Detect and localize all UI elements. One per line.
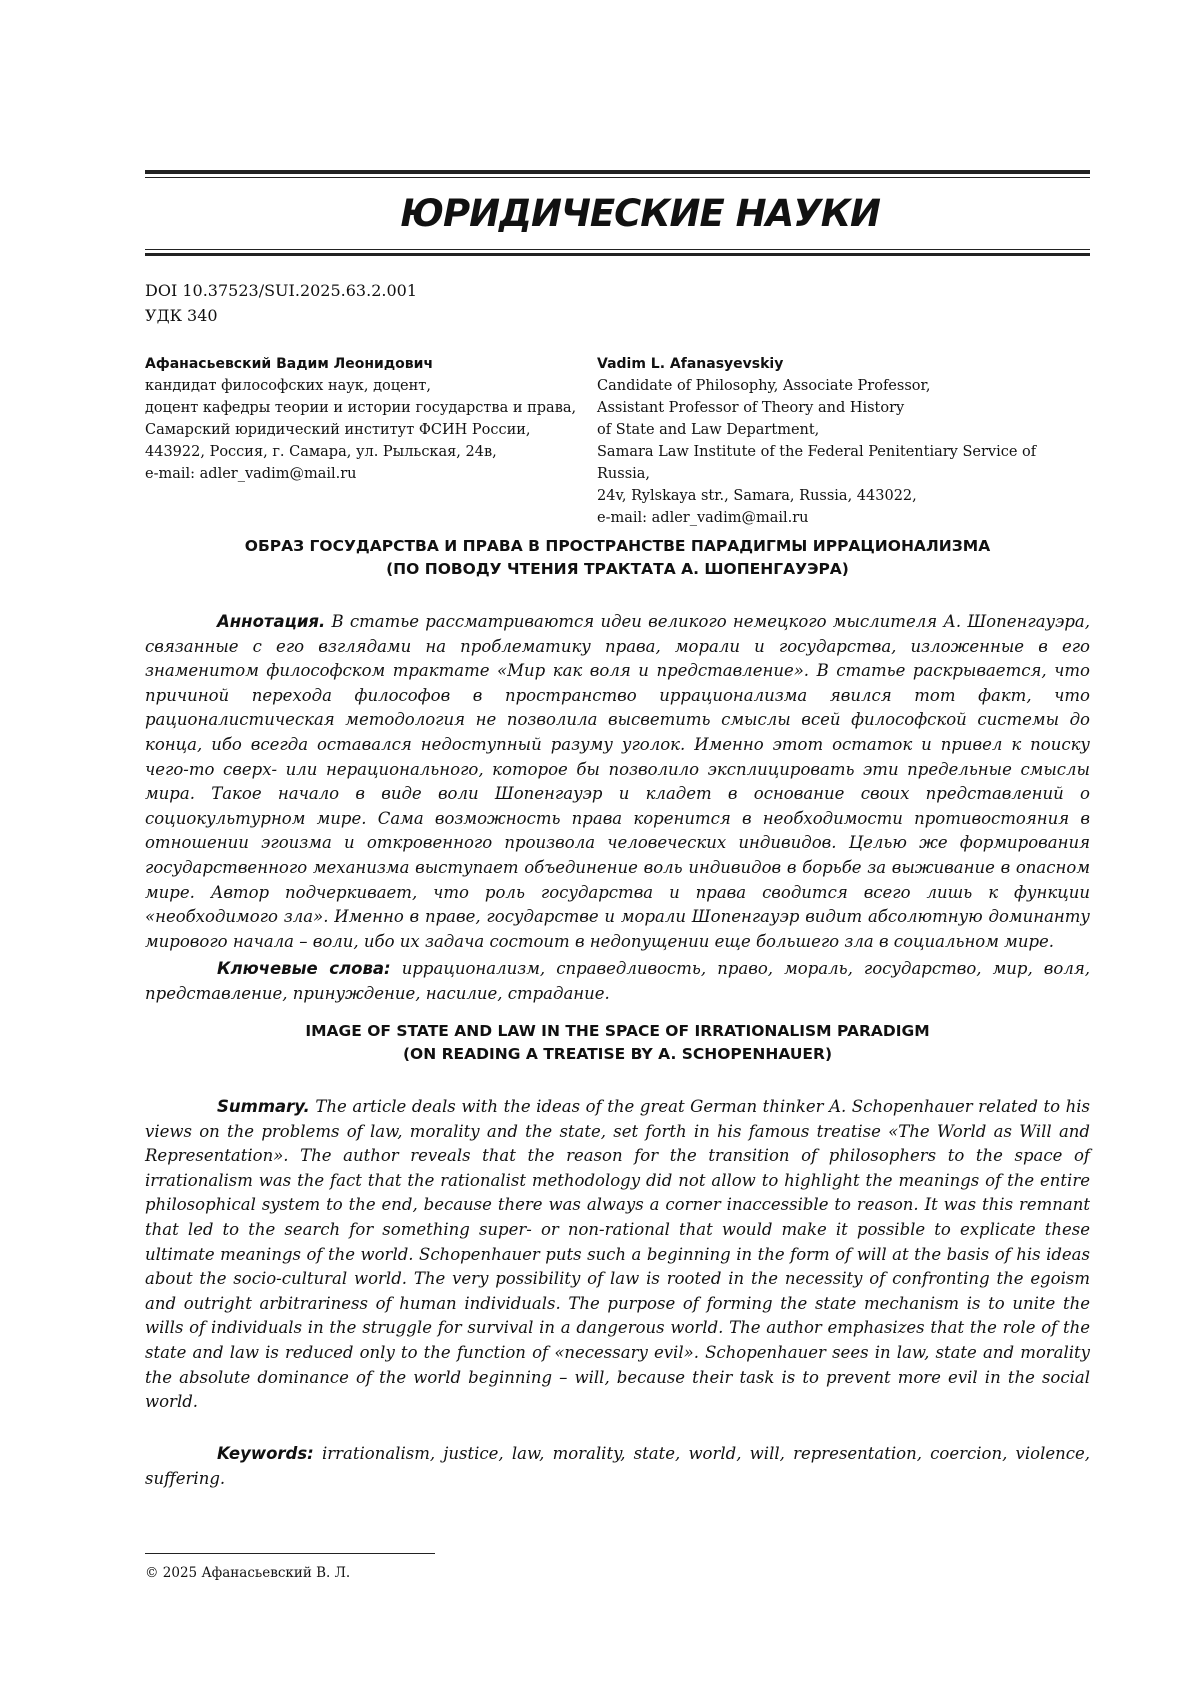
author-name-ru: Афанасьевский Вадим Леонидович: [145, 353, 595, 375]
summary-text: The article deals with the ideas of the great German thinker A. Schopenhauer related to his views on the problems of law, morality and the state, set forth in his famous treatise «The World as Will and Representation». The author reveals that the reason for the transition of philosophers to the space of irrationalism was the fact that the rationalist methodology did not allow to highlight the meanings of the entire philosophical system to the end, because there was always a corner inaccessible to reason. It was this remnant that led to the search for something super- or non-rational that would make it possible to explicate these ultimate meanings of the world. Schopenhauer puts such a beginning in the form of will at the basis of his ideas about the socio-cultural world. The very possibility of law is rooted in the necessity of confronting the egoism and outright arbitrariness of human individuals. The purpose of forming the state mechanism is to unite the wills of individuals in the struggle for survival in a dangerous world. The author emphasizes that the role of the state and law is reduced only to the function of «necessary evil». Schopenhauer sees in law, state and morality the absolute dominance of the world beginning – will, because their task is to prevent more evil in the social world.: [145, 1097, 1090, 1411]
author-info-en: [597, 353, 1090, 529]
keywords-ru: [145, 957, 1090, 1006]
doi: DOI 10.37523/SUI.2025.63.2.001: [145, 278, 417, 303]
title-line: IMAGE OF STATE AND LAW IN THE SPACE OF IRRATIONALISM PARADIGM: [145, 1020, 1090, 1043]
author-info-ru: [145, 353, 595, 485]
abstract-text: В статье рассматриваются идеи великого немецкого мыслителя А. Шопенгауэра, связанные с его взглядами на проблематику права, морали и государства, изложенные в его знаменитом философском трактате «Мир как воля и представление». В статье раскрывается, что причиной перехода философов в пространство иррационализма явился тот факт, что рационалистическая методология не позволила высветить смыслы всей философской системы до конца, ибо всегда оставался недоступный разуму уголок. Именно этот остаток и привел к поиску чего-то сверх- или нерационального, которое бы позволило эксплицировать эти предельные смыслы мира. Такое начало в виде воли Шопенгауэр и кладет в основание своих представлений о социокультурном мире. Сама возможность права коренится в необходимости противостояния в отношении эгоизма и откровенного произвола человеческих индивидов. Целью же формирования государственного механизма выступает объединение воль индивидов в борьбе за выживание в опасном мире. Автор подчеркивает, что роль государства и права сводится всего лишь к функции «необходимого зла». Именно в праве, государстве и морали Шопенгауэр видит абсолютную доминанту мирового начала – воли, ибо их задача состоит в недопущении еще большего зла в социальном мире.: [145, 612, 1090, 951]
author-affiliation-line: Assistant Professor of Theory and History: [597, 397, 1090, 419]
author-email: e-mail: adler_vadim@mail.ru: [597, 507, 1090, 529]
footnote-rule: [145, 1553, 435, 1554]
abstract-label: Аннотация.: [217, 612, 325, 631]
title-line: (ПО ПОВОДУ ЧТЕНИЯ ТРАКТАТА А. ШОПЕНГАУЭРА): [145, 558, 1090, 581]
author-affiliation-line: 443922, Россия, г. Самара, ул. Рыльская, 24в,: [145, 441, 595, 463]
keywords-label: Ключевые слова:: [217, 959, 391, 978]
author-affiliation-line: Samara Law Institute of the Federal Penitentiary Service of Russia,: [597, 441, 1090, 485]
author-affiliation-line: Candidate of Philosophy, Associate Professor,: [597, 375, 1090, 397]
section-title: ЮРИДИЧЕСКИЕ НАУКИ: [145, 192, 1090, 235]
author-affiliation-line: of State and Law Department,: [597, 419, 1090, 441]
abstract-ru: [145, 610, 1090, 954]
article-title-en: [145, 1020, 1090, 1066]
keywords-en: [145, 1442, 1090, 1491]
article-title-ru: [145, 535, 1090, 581]
author-affiliation-line: доцент кафедры теории и истории государства и права,: [145, 397, 595, 419]
header-rule-thick: [145, 170, 1090, 174]
author-name-en: Vadim L. Afanasyevskiy: [597, 353, 1090, 375]
header-rule-thin: [145, 177, 1090, 178]
abstract-en: [145, 1095, 1090, 1415]
keywords-text: иррационализм, справедливость, право, мораль, государство, мир, воля, представление, принуждение, насилие, страдание.: [145, 959, 1090, 1003]
title-line: ОБРАЗ ГОСУДАРСТВА И ПРАВА В ПРОСТРАНСТВЕ ПАРАДИГМЫ ИРРАЦИОНАЛИЗМА: [145, 535, 1090, 558]
header-bottom-rule-thin: [145, 249, 1090, 250]
header-bottom-rule-thick: [145, 253, 1090, 256]
title-line: (ON READING A TREATISE BY A. SCHOPENHAUER): [145, 1043, 1090, 1066]
article-meta: [145, 278, 417, 328]
udk: УДК 340: [145, 303, 417, 328]
summary-label: Summary.: [217, 1097, 310, 1116]
keywords-label: Keywords:: [217, 1444, 314, 1463]
author-affiliation-line: Самарский юридический институт ФСИН России,: [145, 419, 595, 441]
copyright-footnote: © 2025 Афанасьевский В. Л.: [145, 1565, 350, 1581]
author-affiliation-line: 24v, Rylskaya str., Samara, Russia, 443022,: [597, 485, 1090, 507]
author-email: e-mail: adler_vadim@mail.ru: [145, 463, 595, 485]
author-affiliation-line: кандидат философских наук, доцент,: [145, 375, 595, 397]
keywords-text: irrationalism, justice, law, morality, state, world, will, representation, coercion, violence, suffering.: [145, 1444, 1090, 1488]
